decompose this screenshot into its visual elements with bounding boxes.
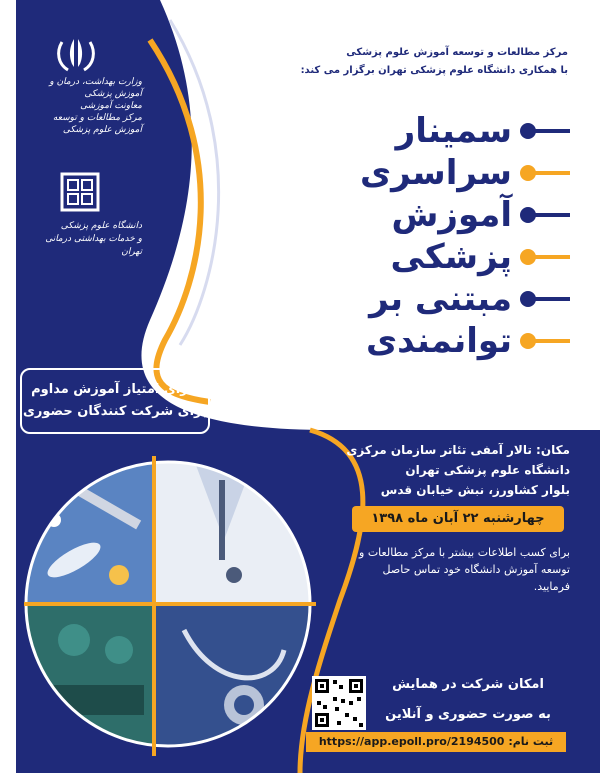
pills-syringe-photo-icon (24, 460, 154, 604)
title-line-2 (240, 152, 570, 194)
date-badge: چهارشنبه ۲۲ آبان ماه ۱۳۹۸ (352, 506, 564, 532)
contact-text (330, 544, 570, 595)
title-bullet-icon (520, 120, 570, 142)
venue-text (330, 440, 570, 500)
title-line-6 (240, 320, 570, 362)
university-text (32, 220, 142, 259)
venue-line-2: دانشگاه علوم پزشکی تهران (405, 463, 570, 477)
iran-emblem-icon (52, 32, 100, 76)
venue-line-1: مکان: تالار آمفی تئاتر سازمان مرکزی (346, 443, 570, 457)
title-word: سراسری (360, 153, 512, 193)
title-line-1 (240, 110, 570, 152)
tums-logo-icon (60, 172, 100, 212)
registration-link[interactable]: https://app.epoll.pro/2194500 (318, 735, 505, 748)
ministry-text (32, 76, 142, 136)
title-bullet-icon (520, 204, 570, 226)
organizer-text (268, 44, 568, 80)
title-word: آموزش (391, 195, 512, 235)
title-word: توانمندی (366, 321, 512, 361)
venue-line-3: بلوار کشاورز، نبش خیابان قدس (380, 483, 570, 497)
left-white-strip (0, 0, 16, 773)
cme-line-2: برای شرکت کنندگان حضوری (22, 404, 208, 419)
registration-label: ثبت نام: (508, 735, 554, 748)
ministry-line-3: مرکز مطالعات و توسعه آموزش علوم پزشکی (52, 113, 142, 135)
ministry-line-1: وزارت بهداشت، درمان و آموزش پزشکی (49, 77, 142, 99)
title-line-4 (240, 236, 570, 278)
photo-collage (24, 460, 312, 748)
cme-credit-box (20, 368, 210, 434)
surgery-team-photo-icon (24, 604, 154, 748)
title-bullet-icon (520, 330, 570, 352)
contact-line-3: فرمایید. (533, 580, 570, 593)
title-bullet-icon (520, 162, 570, 184)
title-word: سمینار (395, 111, 512, 151)
stethoscope-photo-icon (154, 604, 312, 748)
title-word: مبتنی بر (369, 279, 512, 319)
registration-bar (306, 732, 566, 752)
university-line-1: دانشگاه علوم پزشکی (60, 221, 142, 231)
contact-line-2: توسعه آموزش دانشگاه خود تماس حاصل (382, 563, 570, 576)
online-line-2: به صورت حضوری و آنلاین (372, 702, 564, 728)
online-line-1: امکان شرکت در همایش (372, 672, 564, 698)
title-bullet-icon (520, 246, 570, 268)
title-bullet-icon (520, 288, 570, 310)
university-line-2: و خدمات بهداشتی درمانی تهران (45, 234, 142, 257)
title-line-5 (240, 278, 570, 320)
qr-code-icon (312, 676, 366, 730)
title-word: پزشکی (390, 237, 512, 277)
doctor-coat-photo-icon (154, 460, 312, 604)
title-line-3 (240, 194, 570, 236)
cme-line-1: دارای امتیاز آموزش مداوم (31, 382, 199, 397)
organizer-line-2: با همکاری دانشگاه علوم پزشکی تهران برگزار می کند: (300, 65, 568, 76)
ministry-line-2: معاونت آموزشی (80, 101, 142, 111)
organizer-line-1: مرکز مطالعات و توسعه آموزش علوم پزشکی (346, 47, 568, 58)
contact-line-1: برای کسب اطلاعات بیشتر با مرکز مطالعات و (359, 546, 570, 559)
